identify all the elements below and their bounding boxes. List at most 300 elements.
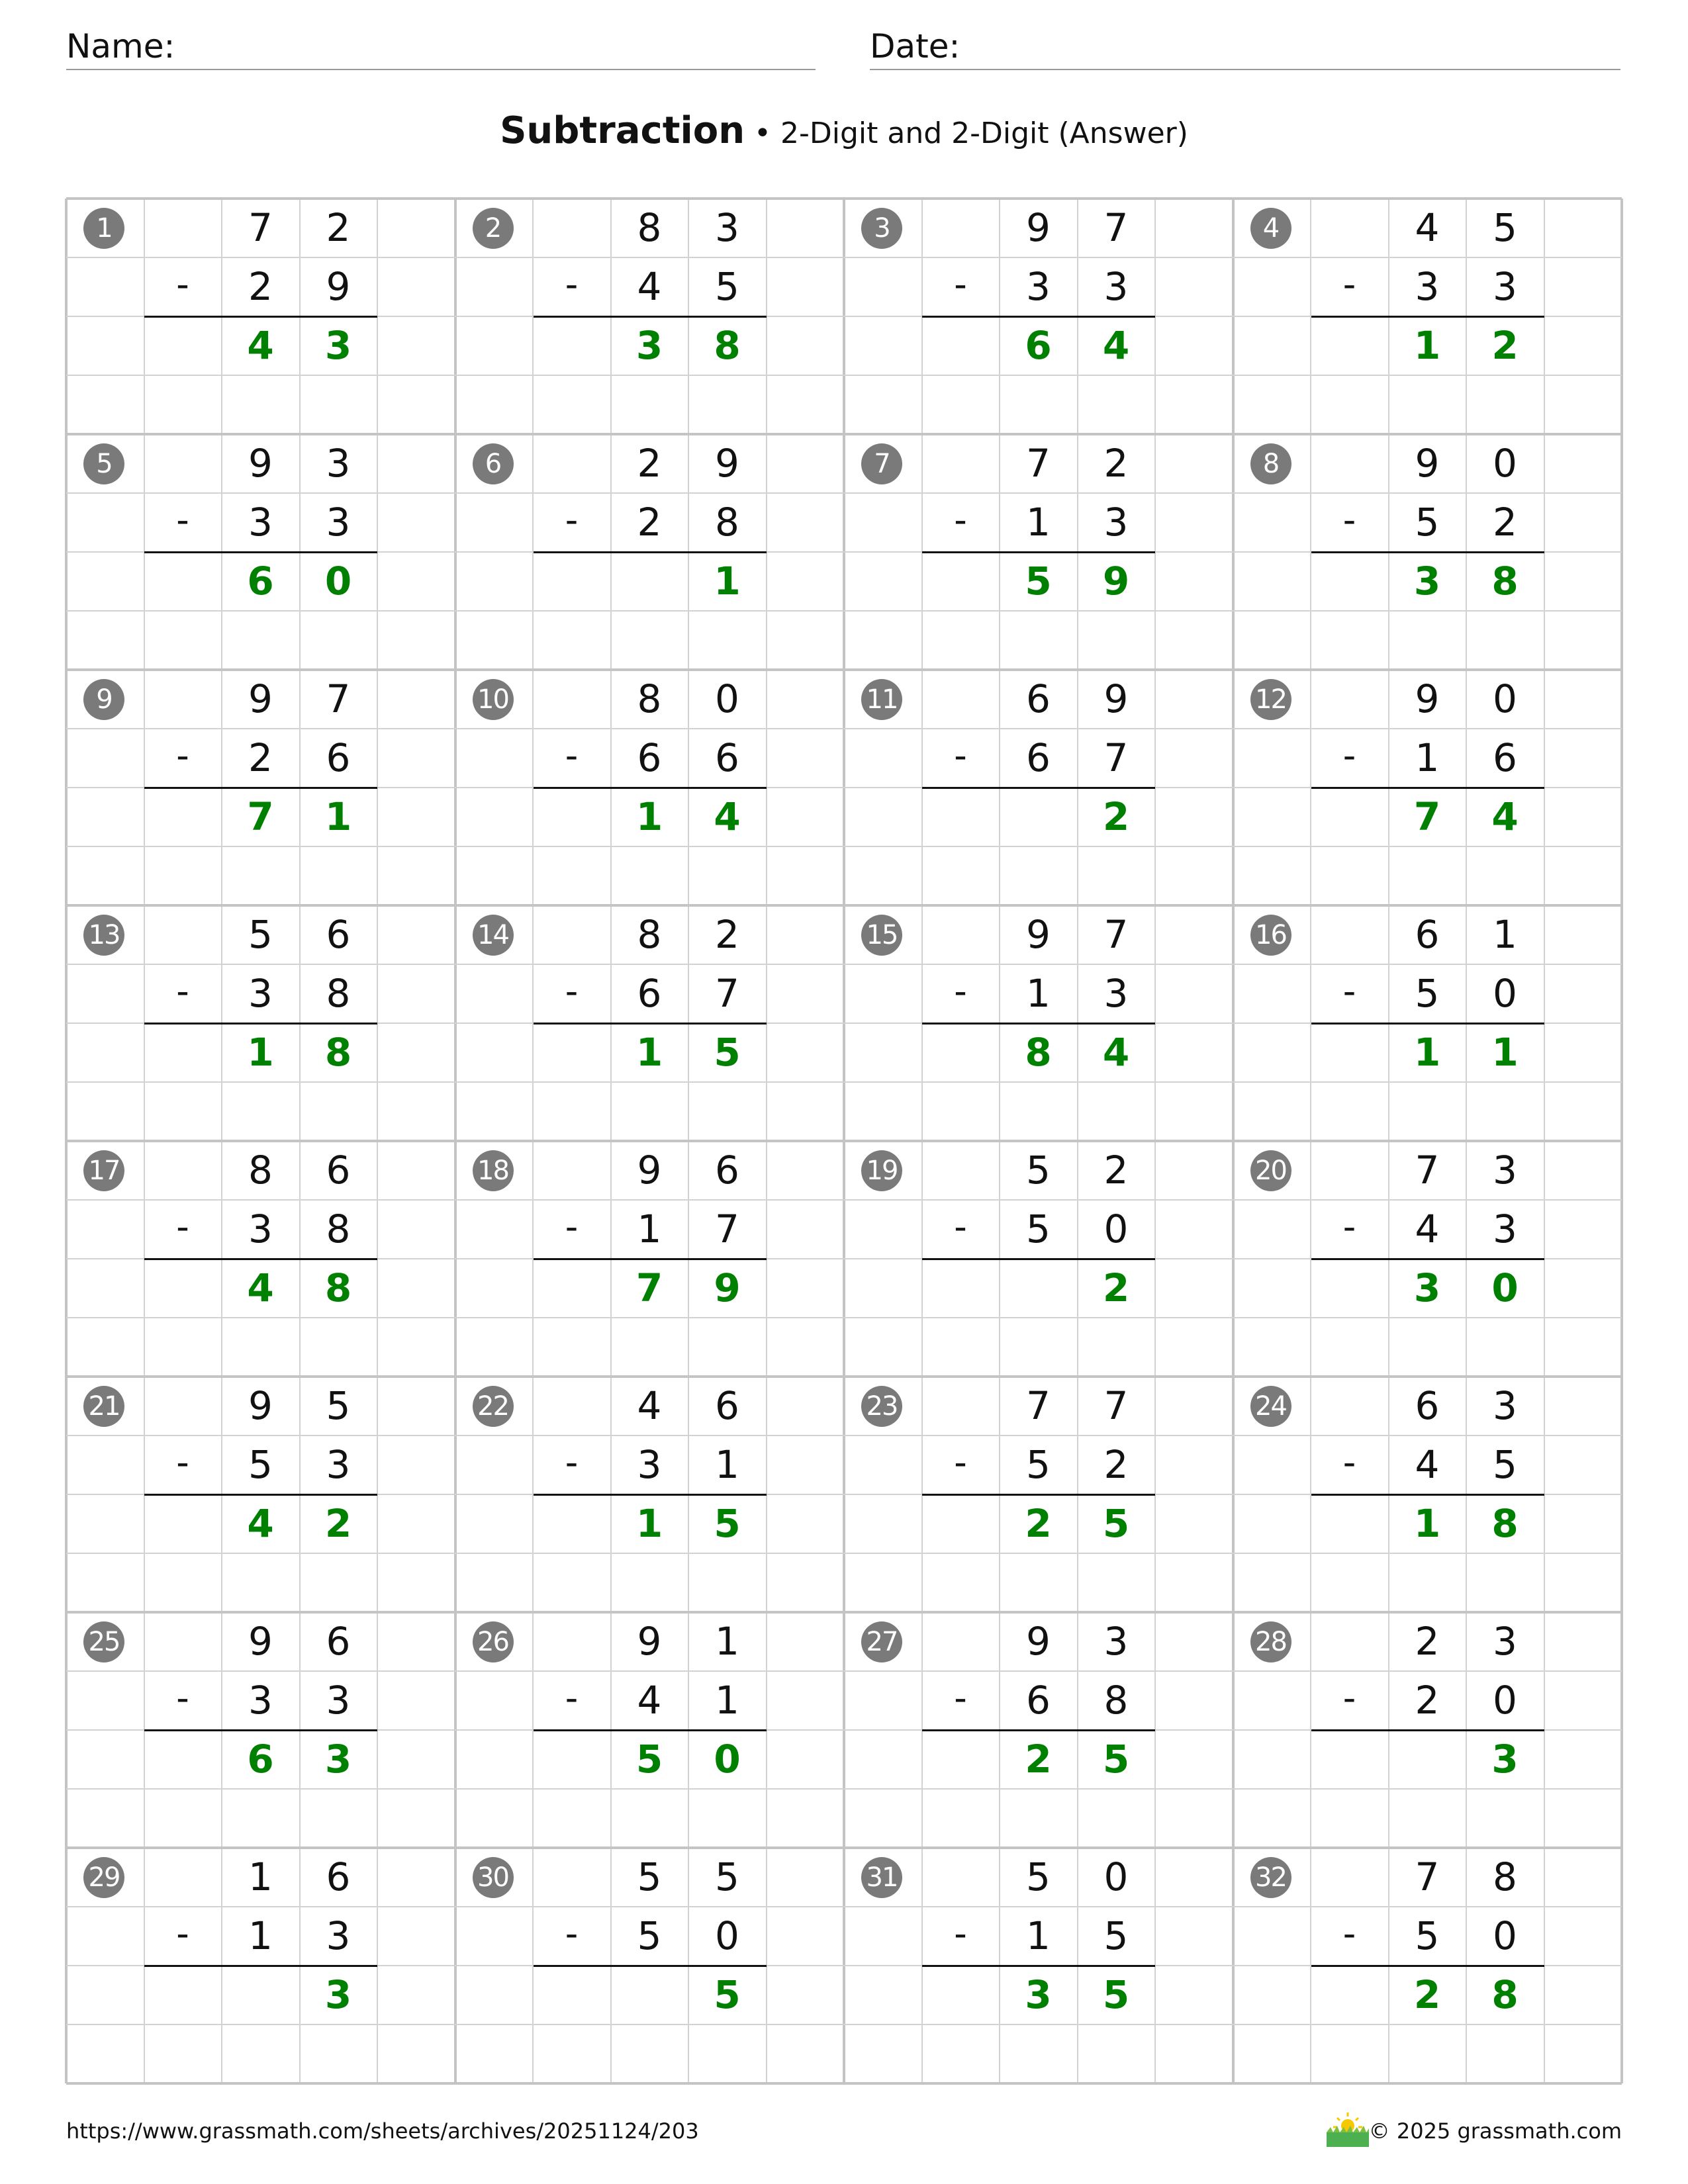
minuend-tens-digit: 9 [637, 1148, 662, 1193]
minuend-ones-digit: 5 [1493, 205, 1517, 250]
answer-rule [534, 1258, 767, 1260]
answer-rule [1311, 1729, 1544, 1731]
problem-number-badge: 27 [861, 1621, 902, 1662]
problem-21 [66, 1377, 455, 1612]
minuend-ones-digit: 6 [326, 1148, 351, 1193]
answer-ones-digit: 2 [1102, 794, 1130, 839]
minuend-tens-digit: 6 [1415, 1383, 1440, 1428]
minuend-tens-digit: 7 [1415, 1854, 1440, 1899]
problem-number-badge: 17 [83, 1150, 124, 1191]
subtrahend-tens-digit: 3 [1026, 264, 1051, 309]
problem-number-badge: 20 [1250, 1150, 1291, 1191]
subtrahend-ones-digit: 0 [715, 1913, 739, 1958]
subtrahend-ones-digit: 3 [1103, 971, 1129, 1016]
answer-ones-digit: 5 [1102, 1737, 1130, 1782]
minus-sign: - [954, 1206, 967, 1248]
minuend-tens-digit: 5 [1026, 1148, 1051, 1193]
subtrahend-ones-digit: 0 [1493, 971, 1517, 1016]
subtrahend-tens-digit: 6 [637, 735, 662, 780]
subtrahend-tens-digit: 2 [248, 264, 273, 309]
answer-ones-digit: 4 [714, 794, 741, 839]
minus-sign: - [954, 499, 967, 541]
problem-number-badge: 15 [861, 915, 902, 956]
answer-rule [534, 316, 767, 318]
answer-tens-digit: 5 [635, 1737, 663, 1782]
problem-20 [1233, 1141, 1622, 1377]
minus-sign: - [176, 499, 189, 541]
problem-22 [455, 1377, 845, 1612]
minuend-tens-digit: 4 [1415, 205, 1440, 250]
minuend-ones-digit: 6 [715, 1148, 739, 1193]
answer-rule [534, 551, 767, 553]
subtrahend-ones-digit: 3 [326, 1913, 351, 1958]
minuend-ones-digit: 6 [326, 912, 351, 957]
answer-tens-digit: 7 [1413, 794, 1441, 839]
subtrahend-tens-digit: 1 [1026, 1913, 1051, 1958]
problem-number-badge: 12 [1250, 679, 1291, 720]
problem-17 [66, 1141, 455, 1377]
subtrahend-tens-digit: 4 [637, 1678, 662, 1723]
minus-sign: - [565, 1441, 579, 1483]
problem-12 [1233, 670, 1622, 905]
subtrahend-ones-digit: 7 [715, 1206, 739, 1251]
subtrahend-tens-digit: 5 [637, 1913, 662, 1958]
answer-rule [922, 316, 1155, 318]
footer-url[interactable]: https://www.grassmath.com/sheets/archives/20251124/203 [66, 2118, 699, 2144]
answer-ones-digit: 0 [1491, 1265, 1519, 1310]
minuend-ones-digit: 7 [1103, 1383, 1129, 1428]
answer-ones-digit: 4 [1102, 323, 1130, 368]
minuend-tens-digit: 9 [1415, 676, 1440, 721]
minus-sign: - [176, 970, 189, 1012]
minus-sign: - [1342, 1677, 1356, 1719]
answer-tens-digit: 3 [1413, 559, 1441, 604]
minus-sign: - [954, 1913, 967, 1954]
minuend-tens-digit: 6 [1415, 912, 1440, 957]
answer-tens-digit [1000, 1259, 1077, 1318]
subtrahend-ones-digit: 6 [715, 735, 739, 780]
name-label: Name: [66, 27, 175, 66]
subtrahend-tens-digit: 5 [248, 1442, 273, 1487]
subtrahend-ones-digit: 8 [326, 971, 351, 1016]
answer-ones-digit: 3 [324, 1737, 352, 1782]
subtrahend-ones-digit: 7 [715, 971, 739, 1016]
answer-tens-digit: 3 [1025, 1972, 1052, 2017]
answer-ones-digit: 8 [324, 1265, 352, 1310]
minuend-tens-digit: 8 [637, 205, 662, 250]
answer-tens-digit [1000, 788, 1077, 846]
minus-sign: - [1342, 1206, 1356, 1248]
problem-11 [844, 670, 1233, 905]
minuend-tens-digit: 9 [1026, 1619, 1051, 1664]
answer-ones-digit: 1 [324, 794, 352, 839]
answer-rule [144, 316, 377, 318]
minuend-tens-digit: 2 [1415, 1619, 1440, 1664]
answer-tens-digit: 1 [1413, 323, 1441, 368]
minuend-ones-digit: 7 [1103, 912, 1129, 957]
answer-tens-digit [611, 552, 688, 611]
subtrahend-ones-digit: 8 [715, 500, 739, 545]
minuend-ones-digit: 7 [1103, 205, 1129, 250]
answer-tens-digit: 3 [1413, 1265, 1441, 1310]
problem-number-badge: 10 [473, 679, 514, 720]
answer-tens-digit [611, 1966, 688, 2025]
subtrahend-ones-digit: 3 [326, 1678, 351, 1723]
subtrahend-tens-digit: 3 [248, 500, 273, 545]
answer-rule [922, 1258, 1155, 1260]
answer-ones-digit: 8 [1491, 559, 1519, 604]
minuend-tens-digit: 9 [248, 676, 273, 721]
answer-ones-digit: 0 [324, 559, 352, 604]
subtrahend-tens-digit: 4 [1415, 1206, 1440, 1251]
minus-sign: - [565, 970, 579, 1012]
problem-13 [66, 905, 455, 1141]
subtrahend-ones-digit: 5 [715, 264, 739, 309]
minuend-tens-digit: 9 [248, 1383, 273, 1428]
minuend-ones-digit: 3 [715, 205, 739, 250]
minus-sign: - [954, 1677, 967, 1719]
subtrahend-tens-digit: 6 [1026, 1678, 1051, 1723]
subtrahend-ones-digit: 0 [1493, 1913, 1517, 1958]
problem-5 [66, 434, 455, 670]
subtrahend-ones-digit: 7 [1103, 735, 1129, 780]
minuend-tens-digit: 6 [1026, 676, 1051, 721]
problem-number-badge: 4 [1250, 208, 1291, 249]
answer-tens-digit: 6 [1025, 323, 1052, 368]
minuend-tens-digit: 8 [637, 912, 662, 957]
minuend-ones-digit: 1 [715, 1619, 739, 1664]
problem-number-badge: 29 [83, 1857, 124, 1898]
problem-31 [844, 1848, 1233, 2083]
answer-tens-digit: 8 [1025, 1030, 1052, 1075]
minus-sign: - [565, 1677, 579, 1719]
answer-rule [1311, 1965, 1544, 1967]
minuend-ones-digit: 0 [1493, 676, 1517, 721]
subtrahend-ones-digit: 6 [1493, 735, 1517, 780]
minus-sign: - [565, 499, 579, 541]
answer-ones-digit: 5 [1102, 1501, 1130, 1546]
minuend-tens-digit: 1 [248, 1854, 273, 1899]
answer-rule [922, 1494, 1155, 1496]
answer-tens-digit: 5 [1025, 559, 1052, 604]
answer-rule [144, 1965, 377, 1967]
problem-number-badge: 19 [861, 1150, 902, 1191]
problem-number-badge: 13 [83, 915, 124, 956]
subtrahend-tens-digit: 3 [1415, 264, 1440, 309]
subtrahend-tens-digit: 2 [248, 735, 273, 780]
subtrahend-ones-digit: 8 [326, 1206, 351, 1251]
problem-8 [1233, 434, 1622, 670]
answer-rule [922, 1965, 1155, 1967]
answer-ones-digit: 5 [714, 1501, 741, 1546]
minuend-ones-digit: 6 [715, 1383, 739, 1428]
answer-ones-digit: 8 [324, 1030, 352, 1075]
problem-number-badge: 31 [861, 1857, 902, 1898]
subtrahend-tens-digit: 4 [637, 264, 662, 309]
problem-10 [455, 670, 845, 905]
minus-sign: - [1342, 735, 1356, 776]
minus-sign: - [1342, 499, 1356, 541]
minus-sign: - [565, 1913, 579, 1954]
minus-sign: - [954, 263, 967, 305]
answer-ones-digit: 1 [714, 559, 741, 604]
grass-sun-logo-icon [1324, 2111, 1372, 2148]
minuend-ones-digit: 5 [326, 1383, 351, 1428]
answer-tens-digit: 2 [1413, 1972, 1441, 2017]
answer-ones-digit: 2 [1491, 323, 1519, 368]
subtrahend-tens-digit: 6 [1026, 735, 1051, 780]
minuend-tens-digit: 7 [1026, 441, 1051, 486]
problem-number-badge: 2 [473, 208, 514, 249]
subtrahend-ones-digit: 6 [326, 735, 351, 780]
problem-14 [455, 905, 845, 1141]
subtrahend-tens-digit: 3 [637, 1442, 662, 1487]
subtrahend-tens-digit: 1 [248, 1913, 273, 1958]
minus-sign: - [1342, 1441, 1356, 1483]
answer-tens-digit: 2 [1025, 1737, 1052, 1782]
subtrahend-ones-digit: 3 [1103, 500, 1129, 545]
answer-ones-digit: 3 [324, 1972, 352, 2017]
answer-tens-digit: 7 [635, 1265, 663, 1310]
subtrahend-tens-digit: 5 [1415, 1913, 1440, 1958]
answer-tens-digit: 1 [247, 1030, 274, 1075]
problem-9 [66, 670, 455, 905]
minus-sign: - [176, 735, 189, 776]
problem-number-badge: 21 [83, 1386, 124, 1427]
answer-rule [1311, 1494, 1544, 1496]
minus-sign: - [565, 735, 579, 776]
answer-tens-digit: 1 [1413, 1501, 1441, 1546]
answer-rule [534, 1729, 767, 1731]
problem-29 [66, 1848, 455, 2083]
problem-18 [455, 1141, 845, 1377]
problem-23 [844, 1377, 1233, 1612]
problem-27 [844, 1612, 1233, 1848]
answer-tens-digit [1389, 1730, 1466, 1789]
minuend-ones-digit: 3 [1103, 1619, 1129, 1664]
problem-number-badge: 14 [473, 915, 514, 956]
problem-24 [1233, 1377, 1622, 1612]
minuend-ones-digit: 3 [1493, 1619, 1517, 1664]
answer-ones-digit: 8 [1491, 1972, 1519, 2017]
answer-tens-digit: 7 [247, 794, 274, 839]
subtrahend-ones-digit: 3 [1493, 1206, 1517, 1251]
subtrahend-ones-digit: 5 [1103, 1913, 1129, 1958]
minuend-tens-digit: 9 [248, 441, 273, 486]
date-label: Date: [870, 27, 961, 66]
minuend-tens-digit: 9 [637, 1619, 662, 1664]
answer-rule [534, 1023, 767, 1024]
answer-rule [144, 551, 377, 553]
answer-ones-digit: 5 [714, 1972, 741, 2017]
answer-rule [922, 1729, 1155, 1731]
minuend-ones-digit: 9 [715, 441, 739, 486]
problem-number-badge: 25 [83, 1621, 124, 1662]
answer-tens-digit: 1 [635, 1501, 663, 1546]
problem-number-badge: 3 [861, 208, 902, 249]
answer-ones-digit: 4 [1102, 1030, 1130, 1075]
answer-ones-digit: 3 [324, 323, 352, 368]
answer-ones-digit: 3 [1491, 1737, 1519, 1782]
problem-number-badge: 18 [473, 1150, 514, 1191]
subtrahend-ones-digit: 3 [1103, 264, 1129, 309]
minuend-ones-digit: 9 [1103, 676, 1129, 721]
minus-sign: - [954, 735, 967, 776]
minuend-ones-digit: 3 [1493, 1148, 1517, 1193]
title-main: Subtraction [500, 109, 745, 152]
minuend-tens-digit: 7 [1415, 1148, 1440, 1193]
problem-number-badge: 5 [83, 443, 124, 484]
minuend-tens-digit: 9 [1026, 205, 1051, 250]
problem-number-badge: 1 [83, 208, 124, 249]
subtrahend-ones-digit: 0 [1103, 1206, 1129, 1251]
problem-1 [66, 199, 455, 434]
answer-rule [144, 1729, 377, 1731]
subtrahend-tens-digit: 6 [637, 971, 662, 1016]
subtrahend-tens-digit: 5 [1415, 971, 1440, 1016]
answer-rule [1311, 316, 1544, 318]
minuend-ones-digit: 8 [1493, 1854, 1517, 1899]
subtrahend-ones-digit: 3 [326, 1442, 351, 1487]
answer-tens-digit: 6 [247, 1737, 274, 1782]
problem-4 [1233, 199, 1622, 434]
subtrahend-tens-digit: 5 [1026, 1442, 1051, 1487]
answer-ones-digit: 2 [1102, 1265, 1130, 1310]
minus-sign: - [176, 1441, 189, 1483]
problem-28 [1233, 1612, 1622, 1848]
subtrahend-ones-digit: 9 [326, 264, 351, 309]
minus-sign: - [176, 1677, 189, 1719]
minuend-ones-digit: 6 [326, 1619, 351, 1664]
subtrahend-tens-digit: 3 [248, 971, 273, 1016]
problem-number-badge: 28 [1250, 1621, 1291, 1662]
minuend-ones-digit: 1 [1493, 912, 1517, 957]
answer-rule [922, 787, 1155, 789]
problem-number-badge: 30 [473, 1857, 514, 1898]
problem-26 [455, 1612, 845, 1848]
problem-25 [66, 1612, 455, 1848]
answer-rule [144, 1023, 377, 1024]
minuend-ones-digit: 0 [715, 676, 739, 721]
subtrahend-ones-digit: 5 [1493, 1442, 1517, 1487]
answer-ones-digit: 0 [714, 1737, 741, 1782]
footer-copyright: © 2025 grassmath.com [1368, 2118, 1622, 2144]
answer-ones-digit: 5 [1102, 1972, 1130, 2017]
answer-tens-digit: 1 [635, 794, 663, 839]
minuend-tens-digit: 9 [1026, 912, 1051, 957]
problem-number-badge: 32 [1250, 1857, 1291, 1898]
subtrahend-tens-digit: 1 [1026, 971, 1051, 1016]
answer-rule [144, 787, 377, 789]
minuend-ones-digit: 6 [326, 1854, 351, 1899]
problem-19 [844, 1141, 1233, 1377]
subtrahend-tens-digit: 1 [1026, 500, 1051, 545]
problem-number-badge: 7 [861, 443, 902, 484]
minus-sign: - [565, 263, 579, 305]
problem-number-badge: 24 [1250, 1386, 1291, 1427]
minuend-tens-digit: 5 [637, 1854, 662, 1899]
subtrahend-ones-digit: 3 [326, 500, 351, 545]
answer-tens-digit: 1 [635, 1030, 663, 1075]
answer-tens-digit: 3 [635, 323, 663, 368]
minuend-tens-digit: 8 [248, 1148, 273, 1193]
subtrahend-tens-digit: 1 [637, 1206, 662, 1251]
subtrahend-tens-digit: 3 [248, 1678, 273, 1723]
minuend-ones-digit: 5 [715, 1854, 739, 1899]
minuend-ones-digit: 0 [1493, 441, 1517, 486]
minus-sign: - [954, 970, 967, 1012]
subtrahend-ones-digit: 2 [1103, 1442, 1129, 1487]
minus-sign: - [954, 1441, 967, 1483]
minuend-tens-digit: 9 [1415, 441, 1440, 486]
answer-ones-digit: 8 [714, 323, 741, 368]
minus-sign: - [1342, 263, 1356, 305]
minuend-ones-digit: 7 [326, 676, 351, 721]
minus-sign: - [176, 1913, 189, 1954]
minus-sign: - [176, 263, 189, 305]
answer-rule [1311, 1258, 1544, 1260]
answer-rule [1311, 551, 1544, 553]
answer-rule [144, 1494, 377, 1496]
subtrahend-tens-digit: 5 [1415, 500, 1440, 545]
answer-ones-digit: 8 [1491, 1501, 1519, 1546]
answer-tens-digit: 1 [1413, 1030, 1441, 1075]
minuend-tens-digit: 7 [1026, 1383, 1051, 1428]
minus-sign: - [1342, 1913, 1356, 1954]
answer-tens-digit: 4 [247, 1501, 274, 1546]
problem-6 [455, 434, 845, 670]
minuend-tens-digit: 5 [248, 912, 273, 957]
minus-sign: - [1342, 970, 1356, 1012]
answer-tens-digit: 4 [247, 323, 274, 368]
problem-number-badge: 22 [473, 1386, 514, 1427]
subtrahend-ones-digit: 3 [1493, 264, 1517, 309]
answer-rule [1311, 787, 1544, 789]
subtrahend-ones-digit: 1 [715, 1678, 739, 1723]
answer-tens-digit: 2 [1025, 1501, 1052, 1546]
subtrahend-tens-digit: 4 [1415, 1442, 1440, 1487]
answer-ones-digit: 1 [1491, 1030, 1519, 1075]
problem-number-badge: 23 [861, 1386, 902, 1427]
answer-tens-digit [222, 1966, 299, 2025]
minus-sign: - [565, 1206, 579, 1248]
answer-rule [1311, 1023, 1544, 1024]
minuend-ones-digit: 2 [715, 912, 739, 957]
subtrahend-tens-digit: 5 [1026, 1206, 1051, 1251]
minuend-tens-digit: 7 [248, 205, 273, 250]
problem-number-badge: 8 [1250, 443, 1291, 484]
subtrahend-ones-digit: 8 [1103, 1678, 1129, 1723]
problem-2 [455, 199, 845, 434]
subtrahend-ones-digit: 0 [1493, 1678, 1517, 1723]
minuend-tens-digit: 2 [637, 441, 662, 486]
problem-number-badge: 26 [473, 1621, 514, 1662]
title-subtitle: 2-Digit and 2-Digit (Answer) [780, 116, 1188, 150]
answer-rule [534, 787, 767, 789]
minuend-tens-digit: 8 [637, 676, 662, 721]
title-separator: • [745, 116, 780, 150]
minuend-tens-digit: 4 [637, 1383, 662, 1428]
problem-number-badge: 11 [861, 679, 902, 720]
minuend-ones-digit: 2 [326, 205, 351, 250]
answer-ones-digit: 9 [1102, 559, 1130, 604]
problem-3 [844, 199, 1233, 434]
answer-tens-digit: 4 [247, 1265, 274, 1310]
answer-ones-digit: 4 [1491, 794, 1519, 839]
problem-32 [1233, 1848, 1622, 2083]
answer-rule [534, 1494, 767, 1496]
minuend-tens-digit: 9 [248, 1619, 273, 1664]
